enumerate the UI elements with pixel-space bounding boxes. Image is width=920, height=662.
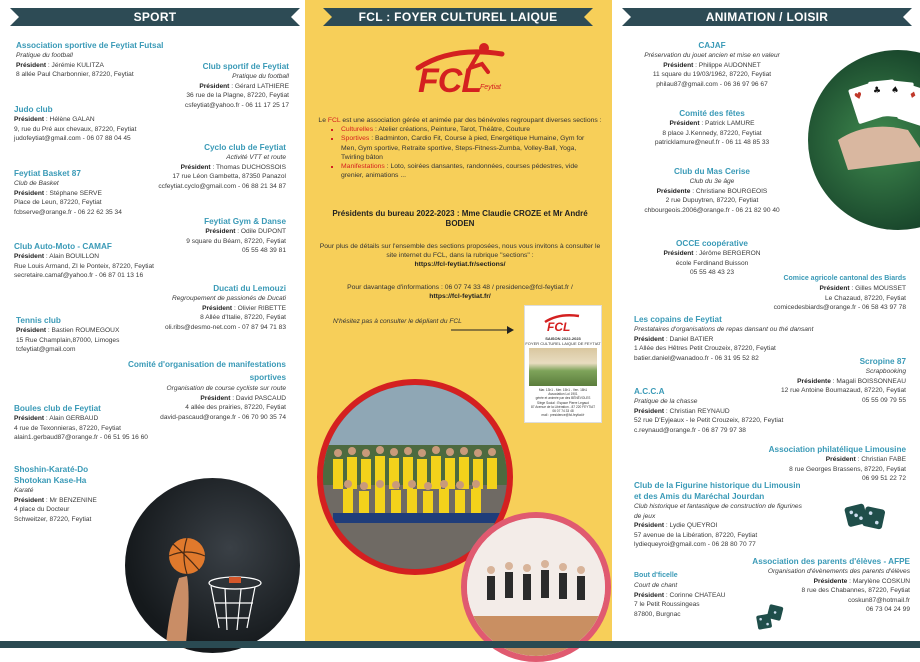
club-contact: secretaire.camaf@yahoo.fr - 06 87 01 13 16 — [14, 272, 144, 280]
club-activity: Court de chant — [634, 582, 678, 589]
section-text: : Atelier créations, Peinture, Tarot, Théâtre, Couture — [373, 126, 531, 134]
club-contact: patricklamure@neuf.fr - 06 11 48 85 33 — [654, 139, 770, 147]
brochure-line: Mar. 13h1 - Mer. 15h1 - Ven. 18h1 — [538, 388, 588, 392]
details-body: Pour plus de détails sur l'ensemble des sections proposées, nous vous invitons à consulter le site internet du FCL, dans la rubrique "sections" : — [319, 243, 601, 260]
club-contact: chbourgeois.2006@orange.fr - 06 21 82 90 40 — [644, 206, 780, 214]
club-block — [622, 40, 802, 89]
club-address: 7 le Petit Roussingeas — [634, 601, 700, 609]
club-block — [634, 570, 754, 619]
club-name: Club de la Figurine historique du Limousin et des Amis du Maréchal Jourdan — [634, 481, 801, 501]
president-name: : Christian REYNAUD — [664, 407, 730, 415]
club-activity: Organisation de course cycliste sur route — [166, 385, 286, 392]
brochure-line: mail : presidence@fcl-feytiat.fr — [541, 413, 585, 418]
club-activity: Organisation d'évènements des parents d'élèves — [767, 568, 910, 575]
loisir-column — [612, 0, 920, 648]
club-name: Les copains de Feytiat — [634, 315, 722, 324]
club-contact: tcfeytiat@gmail.com — [16, 346, 76, 354]
club-name: Feytiat Basket 87 — [14, 169, 81, 178]
club-address: 8 rue des Chabannes, 87220, Feytiat — [801, 587, 910, 595]
info-text — [315, 283, 605, 301]
loisir-banner: ANIMATION / LOISIR — [622, 8, 912, 26]
club-name: Judo club — [14, 105, 53, 114]
club-activity: Prestataires d'organisations de repas dansant ou thé dansant — [634, 326, 814, 333]
club-block — [126, 283, 286, 332]
club-block — [634, 480, 806, 550]
svg-text:♣: ♣ — [872, 85, 882, 97]
club-contact: ccfeytiat.cyclo@gmail.com - 06 88 21 34 87 — [158, 182, 286, 190]
club-block — [612, 166, 812, 215]
president-label: Président — [819, 285, 850, 292]
club-activity: Pratique du football — [16, 52, 73, 59]
president-name: : Hélène GALAN — [44, 116, 95, 123]
president-label: Président — [205, 228, 236, 235]
club-name: Club du Mas Cerise — [674, 167, 750, 176]
president-name: : Philippe AUDONNET — [693, 61, 761, 69]
president-name: : Patrick LAMURE — [699, 120, 755, 127]
president-name: : Stéphane SERVE — [44, 189, 102, 197]
president-name: : Marylène COSKUN — [847, 577, 910, 585]
club-address: 36 rue de la Plagne, 87220, Feytiat — [186, 92, 289, 100]
club-block — [126, 142, 286, 191]
club-activity: Regroupement de passionés de Ducati — [172, 295, 286, 302]
club-address: 4 rue de Texonnieras, 87220, Feytiat — [14, 424, 121, 432]
club-name: Comité d'organisation de manifestations sportives — [128, 360, 286, 382]
gymnastics-photo — [461, 512, 611, 662]
president-name: : Olivier RIBETTE — [232, 304, 286, 312]
list-item — [341, 125, 599, 134]
arrow-right-icon — [451, 325, 515, 335]
club-contact: judofeytiat@gmail.com - 06 07 88 04 45 — [14, 135, 131, 143]
club-contact: david-pascaud@orange.fr - 06 70 90 35 74 — [160, 413, 286, 421]
president-label: Président — [634, 407, 665, 415]
club-activity: Pratique du football — [232, 73, 289, 80]
club-block — [14, 241, 184, 281]
president-label: Président — [202, 304, 233, 312]
bottom-bar — [0, 641, 920, 648]
president-name: : Gilles MOUSSET — [849, 285, 906, 292]
club-address: 8 allée Paul Charbonnier, 87220, Feytiat — [16, 71, 134, 79]
club-name: Association des parents d'élèves - AFPE — [752, 557, 910, 566]
president-label: Président — [199, 82, 230, 90]
club-name: Association philatélique Limousine — [768, 445, 906, 454]
club-block — [14, 464, 124, 524]
club-name: Boules club de Feytiat — [14, 404, 101, 413]
list-item — [341, 162, 599, 180]
club-contact: batier.daniel@wanadoo.fr - 06 31 95 52 82 — [634, 354, 759, 362]
gymnastics-illustration — [467, 518, 605, 656]
president-label: Président — [663, 61, 694, 69]
club-name: Ducati du Lemouzi — [213, 284, 286, 293]
club-address: Schweitzer, 87220, Feytiat — [14, 515, 92, 523]
club-name: OCCE coopérative — [676, 239, 748, 248]
club-name: Feytiat Gym & Danse — [204, 217, 286, 226]
club-name: Scropine 87 — [859, 357, 906, 366]
president-name: : David PASCAUD — [230, 394, 286, 402]
intro-fcl: FCL — [327, 117, 341, 124]
club-block — [634, 386, 814, 435]
club-activity: Pratique de la chasse — [634, 398, 698, 405]
club-address: 4 place du Docteur — [14, 506, 70, 514]
president-label: Président — [16, 61, 47, 69]
club-activity: Club historique et fantastique de construction de figurines de jeux — [634, 503, 802, 520]
info-body: Pour davantage d'informations : 06 07 74 33 48 / presidence@fcl-feytiat.fr / — [347, 284, 573, 291]
club-address: Place de Leun, 87220, Feytiat — [14, 199, 102, 207]
president-label: Président — [14, 116, 45, 123]
brochure-line: Siège Social : Espace Pierre Legaud — [537, 400, 589, 405]
website-link[interactable]: https://fcl-feytiat.fr/ — [429, 293, 491, 301]
club-address: Le Chazaud, 87220, Feytiat — [824, 294, 906, 302]
club-block — [14, 168, 144, 217]
president-label: Président — [14, 496, 45, 504]
club-address: 8 place J.Kennedy, 87220, Feytiat — [662, 129, 762, 137]
president-name: : Lydie QUEYROI — [664, 522, 718, 530]
sections-list — [341, 125, 599, 180]
club-activity: Activité VTT et route — [226, 154, 286, 161]
svg-text:♦: ♦ — [907, 89, 918, 102]
small-dice-icon — [752, 600, 796, 640]
president-label: Président — [14, 415, 45, 422]
president-name: : Christiane BOURGEOIS — [690, 187, 768, 195]
club-address: 9, rue du Pré aux chevaux, 87220, Feytiat — [14, 125, 137, 133]
presidents-text: Présidents du bureau 2022-2023 : Mme Claudie CROZE et Mr André BODEN — [332, 209, 588, 229]
club-block — [742, 273, 906, 313]
club-name: Comice agricole cantonal des Biards — [783, 275, 906, 282]
club-name: CAJAF — [698, 41, 726, 50]
president-name: : Magali BOISSONNEAU — [830, 377, 906, 385]
section-label: Sportives — [341, 135, 370, 143]
brochure-note: N'hésitez pas à consulter le dépliant du FCL — [333, 318, 462, 325]
sport-column — [0, 0, 305, 648]
club-contact: csfeytiat@yahoo.fr - 06 11 17 25 17 — [184, 101, 289, 109]
club-activity: Karaté — [14, 487, 34, 494]
fcl-small-logo-icon — [543, 310, 583, 332]
president-label: Présidente — [656, 187, 691, 195]
club-address: 8 Allée d'Italie, 87220, Feytiat — [200, 314, 286, 322]
president-label: Président — [14, 189, 45, 197]
club-contact: philau87@gmail.com - 06 36 97 96 67 — [656, 80, 768, 88]
president-name: : Jérémie KULITZA — [46, 61, 104, 69]
list-item — [341, 134, 599, 162]
intro-text: est une association gérée et animée par des bénévoles regroupant diverses sections : — [340, 117, 602, 124]
president-label: Président — [14, 253, 45, 260]
club-address: 2 rue Dupuytren, 87220, Feytiat — [665, 197, 759, 205]
president-name: : Christian FABE — [855, 456, 906, 463]
president-name: : Odile DUPONT — [235, 228, 286, 235]
sections-link[interactable]: https://fcl-feytiat.fr/sections/ — [414, 261, 506, 269]
club-contact: alain1.gerbaud87@orange.fr - 06 51 95 16 60 — [14, 434, 148, 442]
fcl-logo-text: FCL — [418, 62, 482, 100]
president-label: Président — [634, 591, 665, 599]
brochure-title: SAISON 2022-2023 — [545, 336, 581, 341]
brochure-subtitle: FOYER CULTUREL LAIQUE DE FEYTIAT — [525, 341, 601, 346]
brochure-thumbnail[interactable] — [524, 305, 602, 423]
club-contact: 05 55 48 39 81 — [242, 247, 286, 255]
cards-photo — [808, 50, 920, 230]
president-name: : Jérôme BERGERON — [693, 250, 761, 257]
club-address: école Ferdinand Buisson — [675, 259, 749, 267]
club-name: Shoshin-Karaté-Do Shotokan Kase-Ha — [14, 465, 89, 485]
club-activity: Scrapbooking — [865, 368, 906, 375]
club-name: Club Auto-Moto - CAMAF — [14, 242, 112, 251]
club-activity: Club du 3e âge — [689, 178, 735, 185]
brochure-line: 87 Avenue de la Libération - 87 220 FEYTIAT — [530, 404, 596, 409]
president-name: : Gérard LATHIERE — [229, 82, 289, 90]
president-label: Président — [669, 120, 700, 127]
club-address: 8 rue Georges Brassens, 87220, Feytiat — [789, 465, 906, 473]
club-activity: Club de Basket — [14, 180, 59, 187]
club-address: 87800, Burgnac — [634, 610, 681, 618]
club-address: 1 Allée des Hêtres Petit Crouzeix, 87220, Feytiat — [634, 345, 776, 353]
section-text: : Loto, soirées dansantes, randonnées, courses pédestres, vide grenier, animations ... — [341, 163, 578, 180]
sport-banner: SPORT — [10, 8, 300, 26]
president-label: Présidente — [813, 577, 848, 585]
president-name: : Mr BENZENINE — [44, 496, 97, 504]
club-address: 4 allée des prairies, 87220, Feytiat — [185, 404, 286, 412]
club-address: 9 square du Béarn, 87220, Feytiat — [186, 237, 286, 245]
brochure-line: Association Loi 1901 — [548, 392, 578, 397]
club-address: 11 square du 19/03/1962, 87220, Feytiat — [652, 71, 772, 79]
section-text: : Badminton, Cardio Fit, Course à pied, Energétique Humaine, Gym for Men, Gym sportive, Retraite sportive, Steps-Fitness-Zumba, Volley-Ball, Yoga, Twirling bâton — [341, 135, 585, 161]
basketball-photo — [125, 478, 300, 653]
brochure-photo — [529, 348, 597, 386]
club-contact: fcbserve@orange.fr - 06 22 62 35 34 — [14, 208, 122, 216]
club-address: 15 Rue Champlain,87000, Limoges — [16, 336, 120, 344]
club-name: Tennis club — [16, 316, 61, 325]
club-address: 52 rue D'Eyjeaux - le Petit Crouzeix, 87220, Feytiat — [634, 417, 784, 425]
club-block — [16, 315, 141, 355]
president-name: : Bastien ROUMEGOUX — [46, 327, 120, 334]
club-contact: oli.ribs@desmo-net.com - 07 87 94 71 83 — [164, 323, 286, 331]
president-label: Président — [825, 456, 856, 463]
president-label: Président — [634, 522, 665, 530]
section-label: Manifestations — [341, 163, 385, 171]
section-label: Culturelles — [341, 126, 374, 134]
president-name: : Alain GERBAUD — [44, 415, 99, 422]
club-name: Cyclo club de Feytiat — [204, 143, 286, 152]
club-block — [14, 104, 174, 144]
club-address: 12 rue Antoine Boumazaud, 87220, Feytiat — [780, 387, 906, 395]
intro-text: Le — [318, 117, 328, 124]
svg-text:FCL: FCL — [547, 320, 571, 332]
club-name: Comité des fêtes — [679, 109, 745, 118]
club-contact: 06 73 04 24 99 — [866, 606, 910, 614]
club-contact: coskun87@hotmail.fr — [847, 596, 910, 604]
president-label: Président — [200, 394, 231, 402]
president-label: Président — [663, 250, 694, 257]
fcl-column — [305, 0, 612, 648]
club-name: Club sportif de Feytiat — [202, 62, 289, 71]
svg-text:♥: ♥ — [853, 91, 865, 104]
svg-text:♠: ♠ — [890, 85, 900, 97]
club-contact: c.reynaud@orange.fr - 06 87 79 97 38 — [634, 426, 746, 434]
club-block — [622, 108, 802, 148]
brochure-line: gérée et animée par des BÉNÉVOLES — [535, 396, 591, 401]
club-name: Bout d'ficelle — [634, 572, 678, 579]
president-name: : Daniel BATIER — [664, 335, 714, 343]
basketball-icon — [125, 478, 300, 653]
club-contact: 05 55 09 79 55 — [862, 396, 906, 404]
president-label: Président — [16, 327, 47, 334]
club-address: 17 rue Léon Gambetta, 87350 Panazol — [172, 173, 286, 181]
club-contact: 05 55 48 43 23 — [690, 269, 734, 277]
club-contact: 06 99 51 22 72 — [862, 475, 906, 483]
president-label: Présidente — [797, 377, 831, 385]
details-text — [315, 242, 605, 270]
club-activity: Préservation du jouet ancien et mise en valeur — [644, 52, 780, 59]
club-block — [140, 61, 289, 110]
club-contact: comicedesbiards@orange.fr - 06 58 43 97 78 — [773, 304, 906, 312]
dice-icon — [838, 500, 894, 540]
fcl-logo-subtext: Feytiat — [480, 84, 502, 91]
president-label: Président — [634, 335, 665, 343]
club-address: 57 avenue de la Libération, 87220, Feytiat — [634, 531, 758, 539]
fcl-logo — [412, 38, 512, 100]
brochure-line: 06 07 74 33 48 — [552, 409, 574, 414]
fcl-intro — [315, 116, 605, 180]
brochure-logo — [525, 306, 601, 336]
club-block — [746, 444, 906, 484]
president-name: : Thomas DUCHOSSOIS — [210, 163, 286, 171]
president-name: : Alain BOUILLON — [44, 253, 100, 260]
president-name: : Corinne CHATEAU — [664, 591, 726, 599]
club-block — [622, 238, 802, 278]
club-name: Association sportive de Feytiat Futsal — [16, 41, 164, 50]
club-name: A.C.C.A — [634, 387, 665, 396]
club-block — [14, 403, 174, 443]
playing-cards-icon — [808, 50, 920, 230]
club-contact: lydiequeyroi@gmail.com - 06 28 80 70 77 — [634, 541, 756, 549]
fcl-banner: FCL : FOYER CULTUREL LAIQUE — [323, 8, 593, 26]
president-label: Président — [180, 163, 211, 171]
club-address: Rue Louis Armand, ZI le Ponteix, 87220, Feytiat — [14, 262, 155, 270]
